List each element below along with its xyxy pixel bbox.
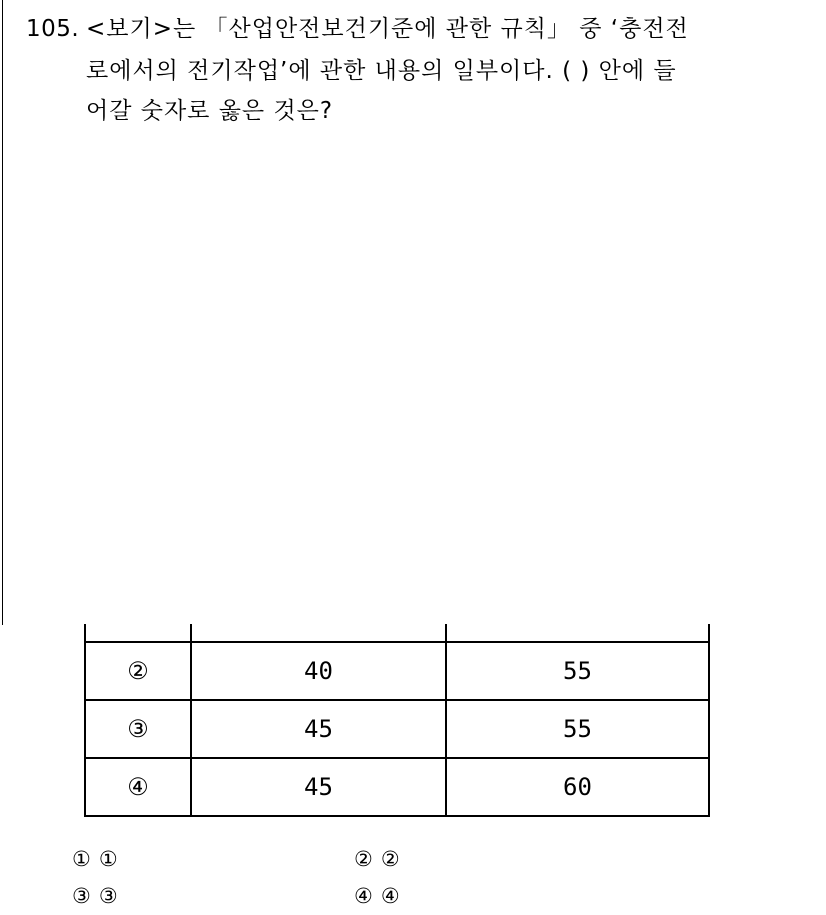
choice-4[interactable] [354, 883, 400, 909]
row-label: ③ [85, 700, 191, 758]
choice-1[interactable] [72, 846, 118, 872]
choice-value: ② [380, 847, 400, 871]
row-value-2: 55 [446, 700, 709, 758]
table-row-cut [85, 624, 709, 642]
row-value-1: 45 [191, 758, 446, 816]
choice-2[interactable] [354, 846, 400, 872]
choice-value: ① [98, 847, 118, 871]
table-cell [85, 624, 191, 642]
question-number: 105. [26, 16, 80, 42]
question-text-line-3: 어갈 숫자로 옳은 것은? [86, 98, 334, 124]
table-row [85, 700, 709, 758]
table-cell [191, 624, 446, 642]
table-row [85, 642, 709, 700]
table-cell [446, 624, 709, 642]
choice-marker: ④ [354, 884, 373, 908]
row-value-2: 55 [446, 642, 709, 700]
choice-value: ④ [380, 884, 400, 908]
choice-marker: ② [354, 847, 373, 871]
row-label: ④ [85, 758, 191, 816]
answer-table [84, 624, 710, 817]
row-value-1: 40 [191, 642, 446, 700]
choice-value: ③ [98, 884, 118, 908]
table-row [85, 758, 709, 816]
left-margin-rule [2, 0, 3, 625]
question-text-line-2: 로에서의 전기작업’에 관한 내용의 일부이다. ( ) 안에 들 [86, 58, 677, 84]
row-value-1: 45 [191, 700, 446, 758]
choice-marker: ③ [72, 884, 91, 908]
choice-3[interactable] [72, 883, 118, 909]
row-label: ② [85, 642, 191, 700]
question-text-line-1: <보기>는 「산업안전보건기준에 관한 규칙」 중 ‘충전전 [86, 16, 689, 42]
choice-marker: ① [72, 847, 91, 871]
row-value-2: 60 [446, 758, 709, 816]
